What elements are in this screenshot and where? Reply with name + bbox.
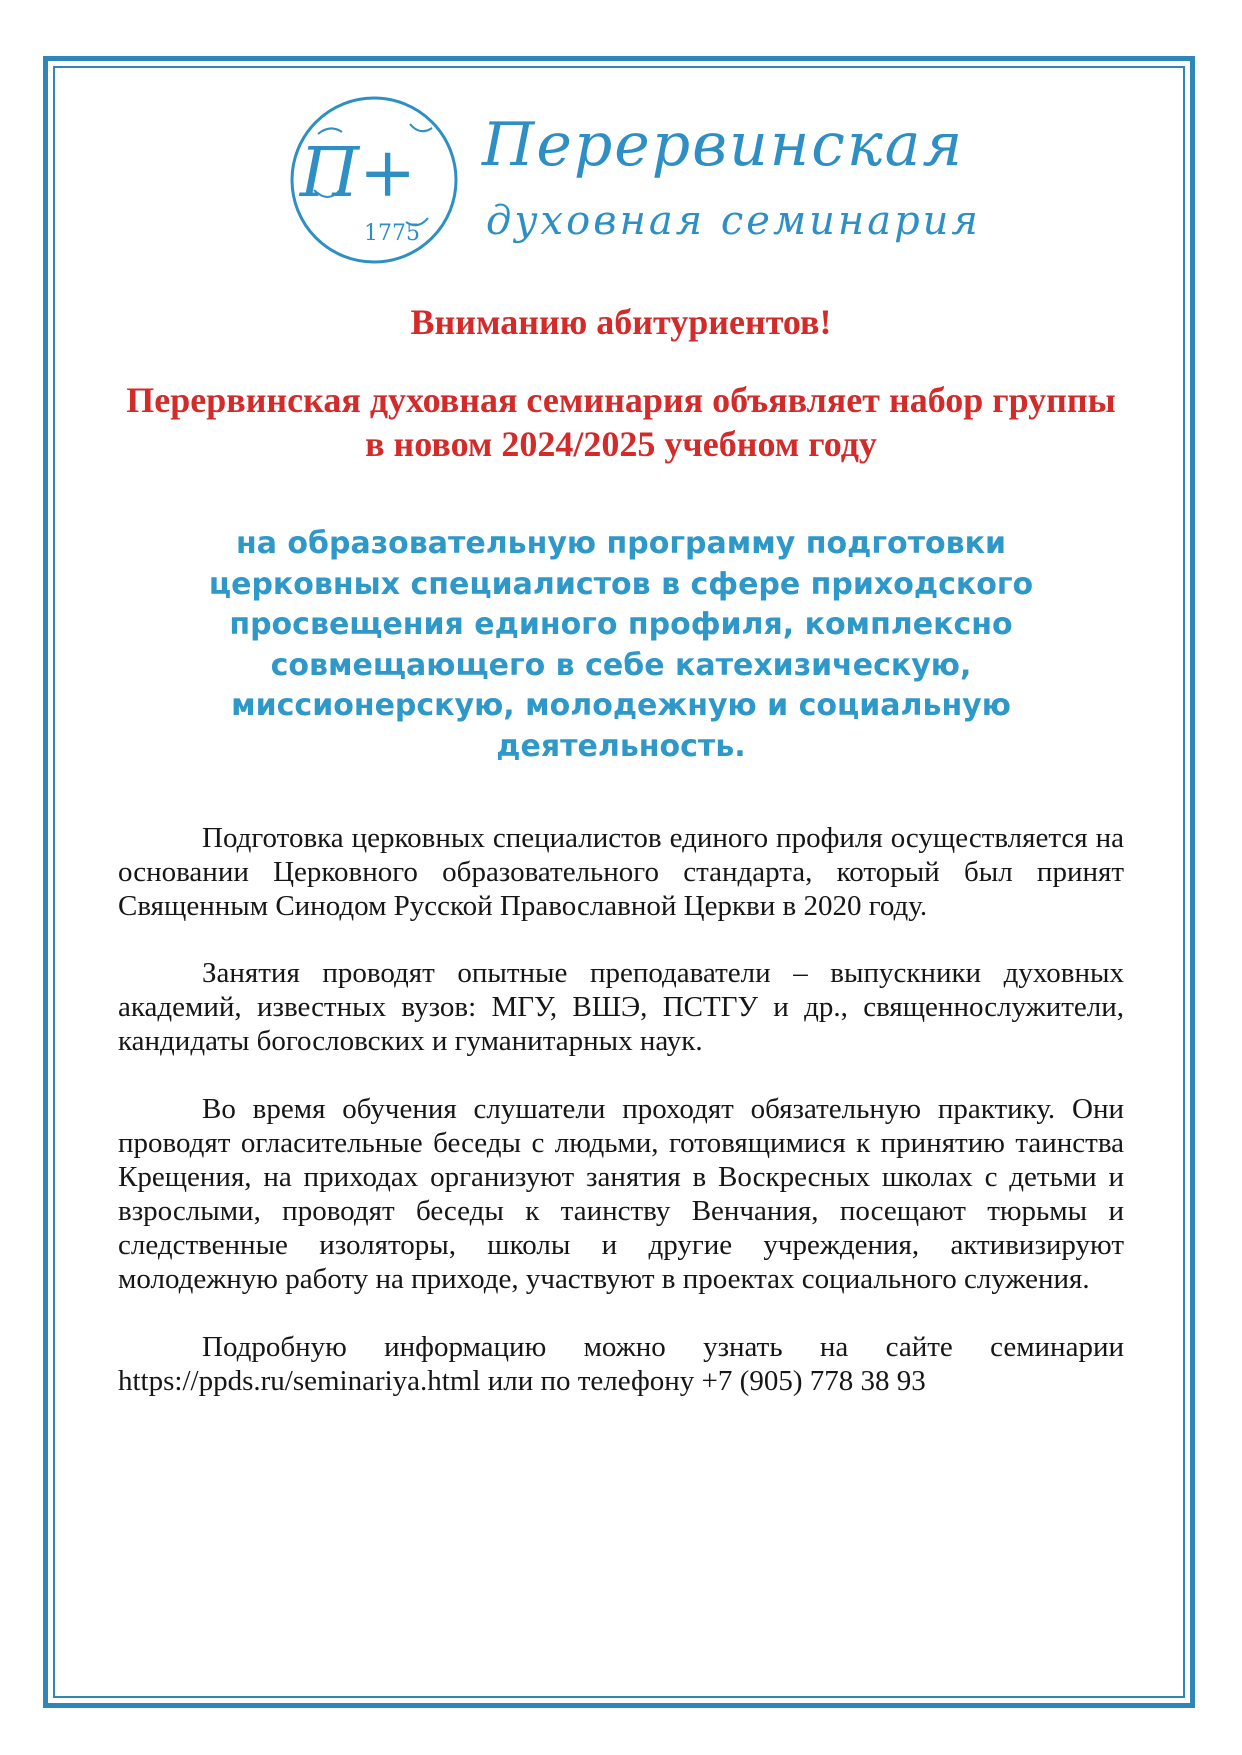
document-content [118,80,1124,1398]
seminary-seal-icon [288,94,460,266]
announcement-heading: Перервинская духовная семинария объявляет набор группы в новом 2024/2025 учебном году [126,380,1116,464]
paragraph-standard: Подготовка церковных специалистов единого профиля осуществляется на основании Церковного образовательного стандарта, который был принят Священным Синодом Русской Православной Церкви в 2020 году. [118,822,1124,922]
program-heading: на образовательную программу подготовки церковных специалистов в сфере приходского просвещения единого профиля, комплексно совмещающего в себе катехизическую, миссионерскую, молодежную и социальную деятельность. [208,526,1034,764]
paragraph-teachers: Занятия проводят опытные преподаватели – выпускники духовных академий, известных вузов: МГУ, ВШЭ, ПСТГУ и др., священнослужители, кандидаты богословских и гуманитарных наук. [118,957,1124,1057]
seal-year: 1775 [364,221,420,246]
seal-monogram: П+ [299,134,417,213]
logo-title: Перервинская [482,110,965,180]
logo-header [118,80,1124,300]
paragraph-contact: Подробную информацию можно узнать на сайте семинарии https://ppds.ru/seminariya.html или по телефону +7 (905) 778 38 93 [118,1331,1124,1397]
attention-heading: Вниманию абитуриентов! [410,302,832,342]
paragraph-practice: Во время обучения слушатели проходят обязательную практику. Они проводят огласительные беседы с людьми, готовящимися к принятию таинства Крещения, на приходах организуют занятия в Воскресных школах с детьми и взрослыми, проводят беседы к таинству Венчания, посещают тюрьмы и следственные изоляторы, школы и другие учреждения, активизируют молодежную работу на приходе, участвуют в проектах социального служения. [118,1093,1124,1295]
logo-subtitle: духовная семинария [486,198,981,244]
